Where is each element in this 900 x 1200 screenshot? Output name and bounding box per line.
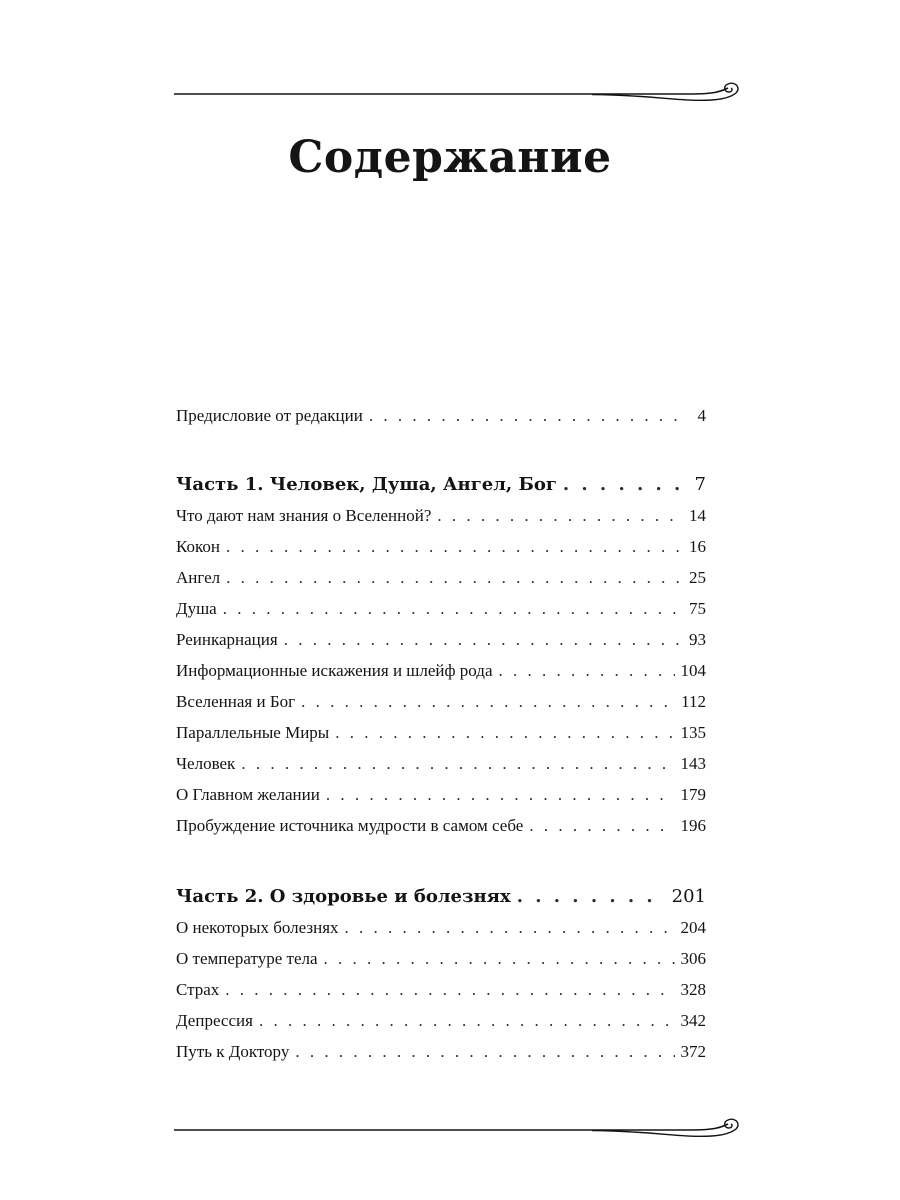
dot-leader	[345, 912, 675, 943]
toc-entry-label: Параллельные Миры	[176, 723, 330, 742]
toc-entry-label: Реинкарнация	[176, 630, 278, 649]
toc-entry[interactable]	[176, 531, 706, 562]
toc-entry[interactable]	[176, 686, 706, 717]
toc-entry[interactable]	[176, 717, 706, 748]
page-title: Содержание	[288, 132, 612, 183]
toc-entry-label: Предисловие от редакции	[176, 406, 363, 425]
toc-entry[interactable]	[176, 1036, 706, 1067]
toc-entry-page: 4	[697, 406, 706, 425]
dot-leader	[563, 469, 686, 500]
toc-entry-page: 342	[680, 1011, 706, 1030]
toc-entry[interactable]	[176, 593, 706, 624]
toc-entry[interactable]	[176, 500, 706, 531]
toc-entry-label: О Главном желании	[176, 785, 320, 804]
toc-entry[interactable]	[176, 748, 706, 779]
toc-entry-page: 25	[689, 568, 706, 587]
toc-entry-page: 143	[680, 754, 706, 773]
toc-entry-label: О температуре тела	[176, 949, 318, 968]
toc-entry-label: Депрессия	[176, 1011, 253, 1030]
toc-entry-page: 14	[689, 506, 706, 525]
dot-leader	[301, 686, 675, 717]
toc-part-page: 201	[671, 886, 706, 907]
toc-entry-page: 135	[680, 723, 706, 742]
toc-entry[interactable]	[176, 624, 706, 655]
top-flourish-icon	[172, 78, 752, 108]
dot-leader	[225, 974, 674, 1005]
toc-entry[interactable]	[176, 779, 706, 810]
toc-entry-label: Вселенная и Бог	[176, 692, 296, 711]
toc-entry-label: О некоторых болезнях	[176, 918, 339, 937]
dot-leader	[326, 779, 675, 810]
toc-entry-page: 196	[680, 816, 706, 835]
toc-part-1-list	[176, 500, 706, 841]
toc-entry-page: 104	[680, 661, 706, 680]
toc-entry-page: 112	[681, 692, 706, 711]
toc-entry-page: 328	[680, 980, 706, 999]
toc-entry[interactable]	[176, 562, 706, 593]
toc-part-page: 7	[694, 474, 706, 495]
toc-entry-page: 204	[680, 918, 706, 937]
toc-entry-label: Информационные искажения и шлейф рода	[176, 661, 493, 680]
toc-part-2-list	[176, 912, 706, 1067]
toc-part-label: Часть 2. О здоровье и болезнях	[176, 886, 511, 907]
toc-entry[interactable]	[176, 974, 706, 1005]
toc-part-1[interactable]	[176, 469, 706, 500]
dot-leader	[284, 624, 683, 655]
toc-entry-page: 16	[689, 537, 706, 556]
dot-leader	[226, 562, 683, 593]
toc-entry[interactable]	[176, 912, 706, 943]
toc-entry-page: 179	[680, 785, 706, 804]
toc-entry[interactable]	[176, 943, 706, 974]
dot-leader	[259, 1005, 675, 1036]
dot-leader	[437, 500, 683, 531]
dot-leader	[324, 943, 675, 974]
dot-leader	[223, 593, 683, 624]
toc-entry[interactable]	[176, 1005, 706, 1036]
toc-entry-label: Что дают нам знания о Вселенной?	[176, 506, 432, 525]
toc-entry-label: Страх	[176, 980, 220, 999]
table-of-contents	[176, 400, 706, 1067]
toc-entry-label: Человек	[176, 754, 236, 773]
dot-leader	[335, 717, 674, 748]
toc-entry-preface[interactable]	[176, 400, 706, 431]
toc-entry-label: Душа	[176, 599, 217, 618]
dot-leader	[517, 881, 666, 912]
toc-entry[interactable]	[176, 810, 706, 841]
toc-entry[interactable]	[176, 655, 706, 686]
dot-leader	[369, 400, 686, 431]
dot-leader	[529, 810, 674, 841]
dot-leader	[498, 655, 674, 686]
toc-entry-page: 306	[680, 949, 706, 968]
toc-entry-label: Путь к Доктору	[176, 1042, 290, 1061]
dot-leader	[226, 531, 683, 562]
toc-entry-label: Кокон	[176, 537, 220, 556]
toc-part-label: Часть 1. Человек, Душа, Ангел, Бог	[176, 474, 557, 495]
toc-entry-page: 93	[689, 630, 706, 649]
toc-entry-label: Пробуждение источника мудрости в самом себе	[176, 816, 524, 835]
dot-leader	[295, 1036, 674, 1067]
toc-entry-page: 372	[680, 1042, 706, 1061]
toc-part-2[interactable]	[176, 881, 706, 912]
toc-entry-page: 75	[689, 599, 706, 618]
bottom-flourish-icon	[172, 1114, 752, 1144]
toc-entry-label: Ангел	[176, 568, 221, 587]
dot-leader	[241, 748, 674, 779]
